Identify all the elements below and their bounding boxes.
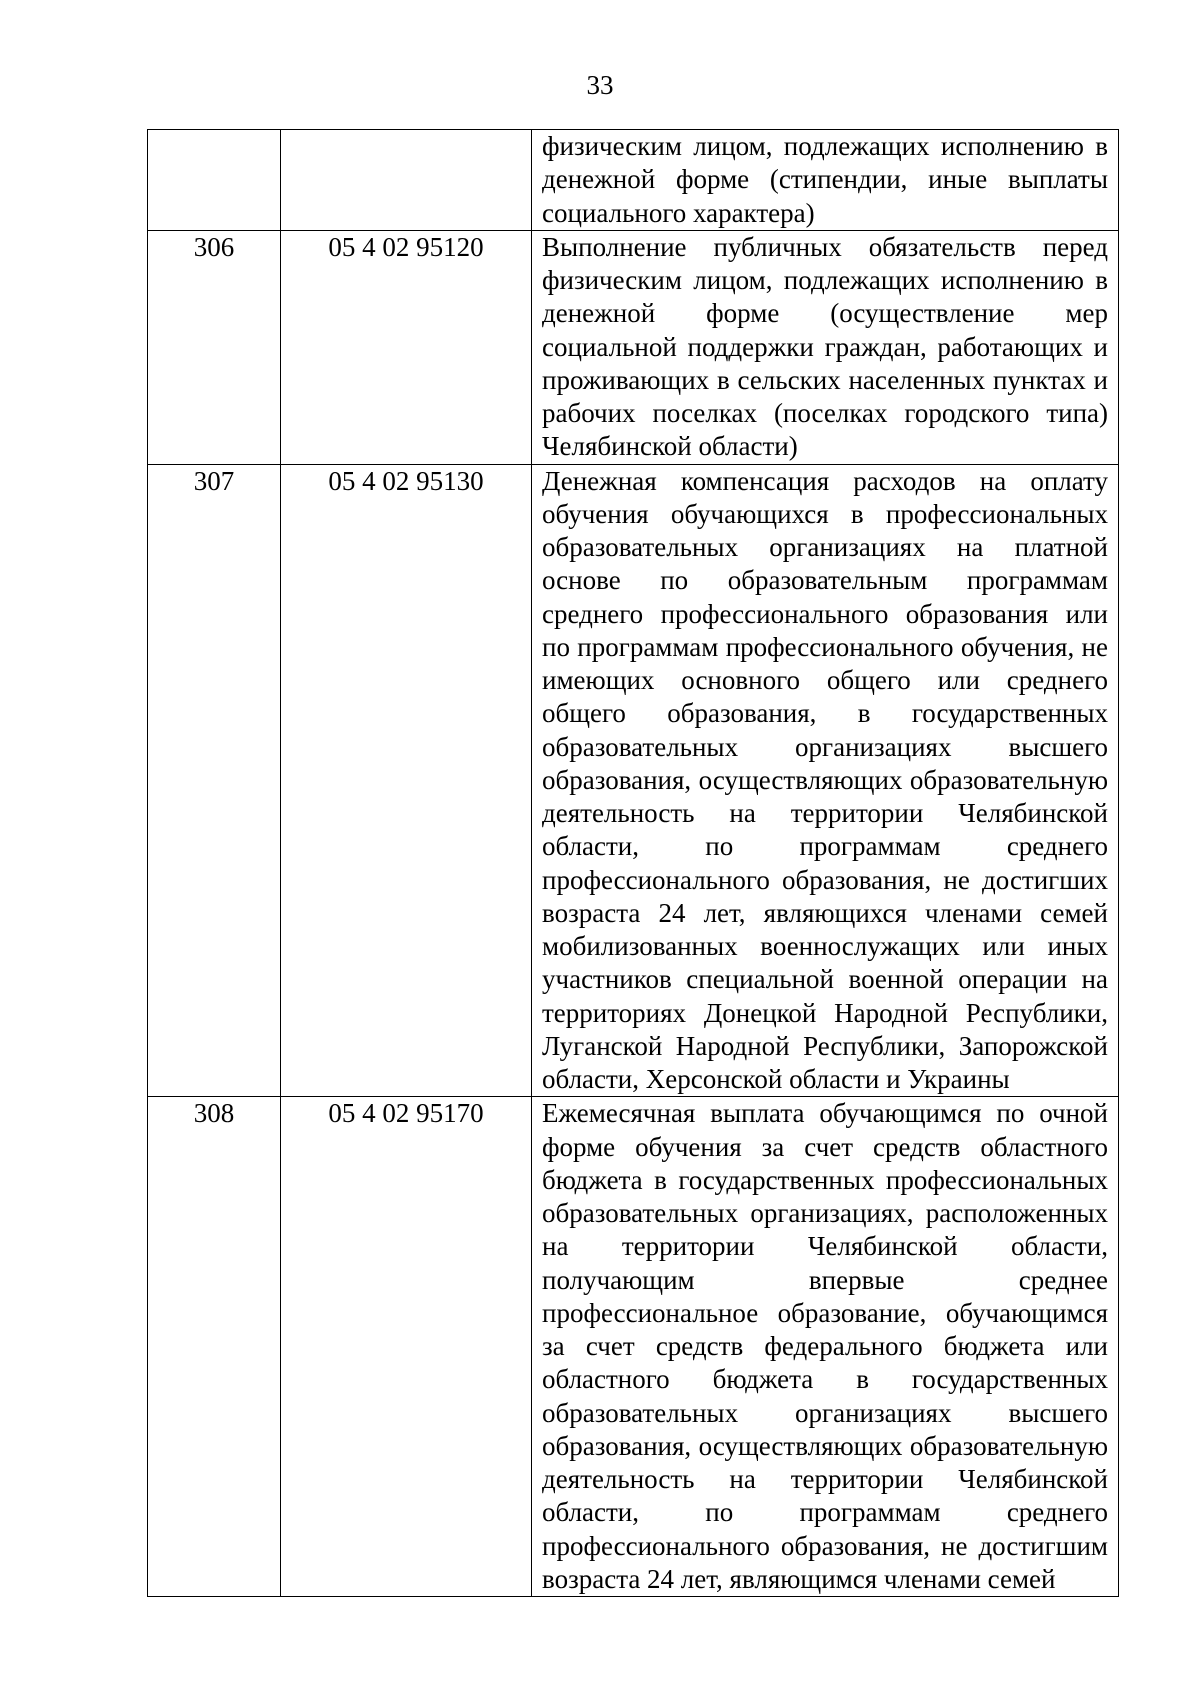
expense-description: Ежемесячная выплата обучающимся по очной форме обучения за счет средств областного бюджета в государственных профессиональных образовательных организациях, расположенных на территории Челябинской области, получающим впервые среднее профессиональное образование, обучающимся за счет средств федерального бюджета или областного бюджета в государственных образовательных организациях высшего образования, осуществляющих образовательную деятельность на территории Челябинской области, по программам среднего профессионального образования, не достигшим возраста 24 лет, являющимся членами семей	[532, 1097, 1119, 1597]
target-code-cell	[281, 130, 532, 231]
target-code: 05 4 02 95170	[328, 1098, 484, 1129]
table-row	[148, 130, 1119, 231]
target-code-cell	[281, 464, 532, 1097]
row-number-cell	[148, 1097, 281, 1597]
row-number-cell	[148, 464, 281, 1097]
table-row	[148, 1097, 1119, 1597]
page-number: 33	[586, 70, 614, 100]
expense-description: Выполнение публичных обязательств перед физическим лицом, подлежащих исполнению в денежной форме (осуществление мер социальной поддержки граждан, работающих и проживающих в сельских населенных пунктах и рабочих поселках (поселках городского типа) Челябинской области)	[532, 230, 1119, 464]
table-row	[148, 464, 1119, 1097]
row-number: 308	[193, 1098, 235, 1129]
table-row	[148, 230, 1119, 464]
target-code-cell	[281, 230, 532, 464]
expense-description: Денежная компенсация расходов на оплату обучения обучающихся в профессиональных образовательных организациях на платной основе по образовательным программам среднего профессионального образования или по программам профессионального обучения, не имеющих основного общего или среднего общего образования, в государственных образовательных организациях высшего образования, осуществляющих образовательную деятельность на территории Челябинской области, по программам среднего профессионального образования, не достигших возраста 24 лет, являющихся членами семей мобилизованных военнослужащих или иных участников специальной военной операции на территориях Донецкой Народной Республики, Луганской Народной Республики, Запорожской области, Херсонской области и Украины	[532, 464, 1119, 1097]
target-code: 05 4 02 95130	[328, 465, 484, 496]
budget-classification-table	[147, 129, 1119, 1597]
target-code-cell	[281, 1097, 532, 1597]
row-number-cell	[148, 130, 281, 231]
row-number-cell	[148, 230, 281, 464]
row-number: 306	[193, 231, 235, 262]
row-number: 307	[193, 465, 235, 496]
target-code: 05 4 02 95120	[328, 231, 484, 262]
expense-description: физическим лицом, подлежащих исполнению в денежной форме (стипендии, иные выплаты социального характера)	[532, 130, 1119, 231]
